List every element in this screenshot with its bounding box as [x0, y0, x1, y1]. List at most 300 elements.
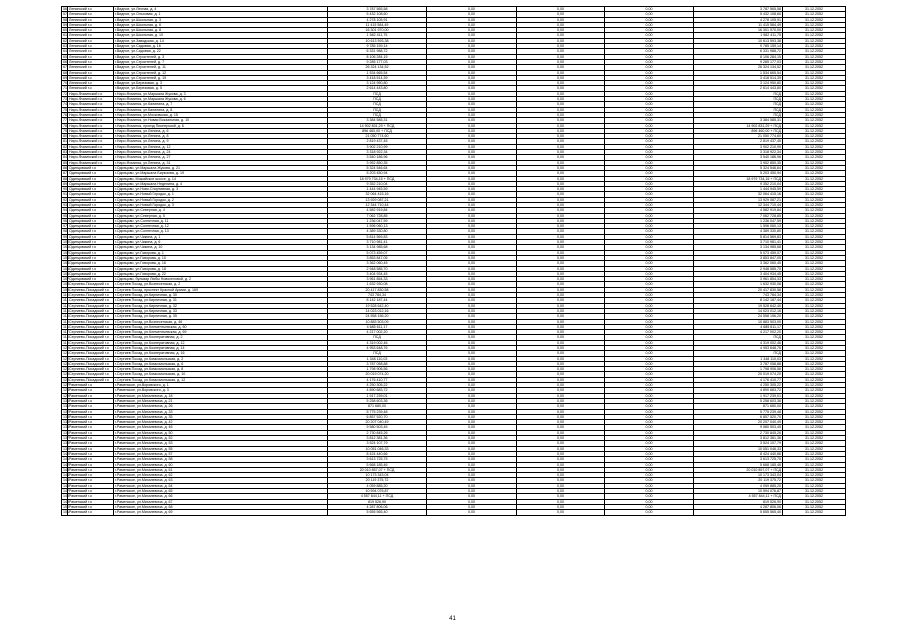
local-funds-cell: 0,00	[605, 208, 694, 213]
municipality-cell: Раменский г.о	[68, 510, 114, 515]
local-funds-cell: 0,00	[605, 176, 694, 181]
address-cell: г.Наро-Фоминск, ул.Ленина, д. 12	[114, 144, 328, 149]
municipality-cell: Одинцовский г.о	[68, 271, 114, 276]
total-cost-cell: 16 301 970,00	[328, 28, 427, 33]
owner-funds-cell: 3 853 847,05	[694, 255, 783, 260]
deadline-cell: 31.12.2052	[783, 250, 846, 255]
regional-funds-cell: 0,00	[517, 436, 605, 441]
federal-funds-cell: 0,00	[427, 7, 517, 12]
owner-funds-cell: ПСД	[694, 351, 783, 356]
address-cell: г.Сергиев Посад, ул.Кирпичная, д. 31	[114, 298, 328, 303]
address-cell: г.Наро-Фоминск, ул.Маршала Жукова, д. 6	[114, 97, 328, 102]
owner-funds-cell: 18 979 734,15 + ПСД	[694, 176, 783, 181]
regional-funds-cell: 0,00	[517, 12, 605, 17]
federal-funds-cell: 0,00	[427, 398, 517, 403]
row-number-cell: 120	[63, 346, 69, 350]
row-number-cell: 58	[63, 17, 67, 22]
local-funds-cell: 0,00	[605, 330, 694, 335]
address-cell: г.Сергиев Посад, ул.Комсомольская, д. 6	[114, 361, 328, 366]
total-cost-cell: 10 173 343,04	[328, 473, 427, 478]
owner-funds-cell: 10 594 076,87	[694, 489, 783, 494]
federal-funds-cell: 0,00	[427, 70, 517, 75]
address-cell: г.Видное, ул.Строителей, д. 11	[114, 65, 328, 70]
owner-funds-cell: 3 318 922,34	[694, 150, 783, 155]
federal-funds-cell: 0,00	[427, 240, 517, 245]
local-funds-cell: 0,00	[605, 441, 694, 446]
federal-funds-cell: 0,00	[427, 250, 517, 255]
municipality-cell: Сергиево-Посадский г.о	[68, 287, 114, 292]
address-cell: г.Видное, ул.Школьная, д. 3	[114, 17, 328, 22]
deadline-cell: 31.12.2052	[783, 70, 846, 75]
owner-funds-cell: 12 344 710,44	[694, 202, 783, 207]
address-cell: г.Раменское, ул.Михалевича, д. 18	[114, 393, 328, 398]
row-number-cell: 65	[63, 54, 67, 59]
total-cost-cell: 7 062 728,85	[328, 213, 427, 218]
total-cost-cell: 1 596 060,13	[328, 224, 427, 229]
owner-funds-cell: 1 798 906,56	[694, 367, 783, 372]
deadline-cell: 31.12.2052	[783, 245, 846, 250]
federal-funds-cell: 0,00	[427, 266, 517, 271]
row-number-cell: 143	[63, 467, 69, 472]
regional-funds-cell: 0,00	[517, 446, 605, 451]
federal-funds-cell: 0,00	[427, 319, 517, 324]
row-number-cell: 124	[63, 367, 69, 372]
local-funds-cell: 0,00	[605, 86, 694, 91]
federal-funds-cell: 0,00	[427, 451, 517, 456]
local-funds-cell: 0,00	[605, 70, 694, 75]
municipality-cell: Сергиево-Посадский г.о	[68, 298, 114, 303]
regional-funds-cell: 0,00	[517, 28, 605, 33]
address-cell: г.Сергиев Посад, ул.Кирпичная, д. 35	[114, 314, 328, 319]
deadline-cell: 31.12.2052	[783, 324, 846, 329]
address-cell: г.Видное, ул.Школьная, д. 6	[114, 22, 328, 27]
regional-funds-cell: 0,00	[517, 33, 605, 38]
deadline-cell: 31.12.2052	[783, 436, 846, 441]
deadline-cell: 31.12.2052	[783, 462, 846, 467]
regional-funds-cell: 0,00	[517, 181, 605, 186]
row-number-cell: 132	[63, 409, 69, 414]
address-cell: г.Видное, ул.Березовая, д. 5	[114, 86, 328, 91]
local-funds-cell: 0,00	[605, 187, 694, 192]
total-cost-cell: 20 207 040,49	[328, 420, 427, 425]
regional-funds-cell: 0,00	[517, 255, 605, 260]
owner-funds-cell: 871 680,00	[694, 404, 783, 409]
deadline-cell: 31.12.2052	[783, 150, 846, 155]
row-number-cell: 119	[63, 340, 69, 345]
total-cost-cell: 4 217 002,20	[328, 330, 427, 335]
local-funds-cell: 0,00	[605, 155, 694, 160]
municipality-cell: Ленинский г.о	[68, 54, 114, 59]
owner-funds-cell: 4 319 002,46	[694, 340, 783, 345]
address-cell: г.Сергиев Посад, проспект Красной Армии, д. 169	[114, 287, 328, 292]
address-cell: г.Раменское, ул.Михалевича, д. 35	[114, 414, 328, 419]
address-cell: г.Сергиев Посад, ул.Вознесенская, д. 2	[114, 282, 328, 287]
municipality-cell: Сергиево-Посадский г.о	[68, 303, 114, 308]
total-cost-cell: 5 655 565,40	[328, 510, 427, 515]
owner-funds-cell: 1 917 239,01	[694, 393, 783, 398]
municipality-cell: Раменский г.о	[68, 414, 114, 419]
deadline-cell: 31.12.2052	[783, 271, 846, 276]
total-cost-cell: ПСД	[328, 91, 427, 96]
owner-funds-cell: 10 883 503,09	[694, 319, 783, 324]
deadline-cell: 31.12.2052	[783, 229, 846, 234]
federal-funds-cell: 0,00	[427, 499, 517, 504]
total-cost-cell: 743 784,34	[328, 293, 427, 298]
owner-funds-cell: 819 526,90	[694, 499, 783, 504]
total-cost-cell: 5 432 108,60	[328, 12, 427, 17]
federal-funds-cell: 0,00	[427, 420, 517, 425]
total-cost-cell: 10 613 593,38	[328, 38, 427, 43]
total-cost-cell: 4 582 919,84	[328, 208, 427, 213]
local-funds-cell: 0,00	[605, 234, 694, 239]
address-cell: г.Наро-Фоминск, ул.Ленина, д. 27	[114, 155, 328, 160]
federal-funds-cell: 0,00	[427, 489, 517, 494]
local-funds-cell: 0,00	[605, 202, 694, 207]
address-cell: г.Раменское, ул.Воровского, д. 1	[114, 383, 328, 388]
total-cost-cell: ПСД	[328, 112, 427, 117]
municipality-cell: Сергиево-Посадский г.о	[68, 324, 114, 329]
row-number-cell: 145	[63, 478, 69, 483]
row-number-cell: 70	[63, 81, 67, 86]
regional-funds-cell: 0,00	[517, 155, 605, 160]
municipality-cell: Ленинский г.о	[68, 17, 114, 22]
deadline-cell: 31.12.2052	[783, 489, 846, 494]
federal-funds-cell: 0,00	[427, 118, 517, 123]
municipality-cell: Одинцовский г.о	[68, 165, 114, 170]
local-funds-cell: 0,00	[605, 250, 694, 255]
owner-funds-cell: 8 142 187,44	[694, 298, 783, 303]
local-funds-cell: 0,00	[605, 499, 694, 504]
owner-funds-cell: 5 073 459,07	[694, 250, 783, 255]
federal-funds-cell: 0,00	[427, 478, 517, 483]
owner-funds-cell: 32 064 415,16	[694, 192, 783, 197]
federal-funds-cell: 0,00	[427, 436, 517, 441]
municipality-cell: Раменский г.о	[68, 473, 114, 478]
regional-funds-cell: 0,00	[517, 165, 605, 170]
total-cost-cell: 5 258 603,36	[328, 398, 427, 403]
row-number-cell: 147	[63, 489, 69, 494]
owner-funds-cell: 3 787 058,88	[694, 361, 783, 366]
address-cell: г.Одинцово, ул.Северная, д. 5	[114, 213, 328, 218]
local-funds-cell: 0,00	[605, 462, 694, 467]
federal-funds-cell: 0,00	[427, 314, 517, 319]
row-number-cell: 79	[63, 128, 67, 133]
local-funds-cell: 0,00	[605, 446, 694, 451]
owner-funds-cell: 3 787 565,58	[694, 7, 783, 12]
municipality-cell: Наро-Фоминский г.о	[68, 118, 114, 123]
row-number-cell: 102	[63, 250, 69, 255]
deadline-cell: 31.12.2052	[783, 383, 846, 388]
deadline-cell: 31.12.2052	[783, 319, 846, 324]
municipality-cell: Сергиево-Посадский г.о	[68, 293, 114, 298]
federal-funds-cell: 0,00	[427, 457, 517, 462]
regional-funds-cell: 0,00	[517, 118, 605, 123]
address-cell: г.Наро-Фоминск, ул.Маршала Жукова, д. 3	[114, 91, 328, 96]
total-cost-cell: 4 953 648,76	[328, 346, 427, 351]
deadline-cell: 31.12.2052	[783, 457, 846, 462]
local-funds-cell: 0,00	[605, 97, 694, 102]
owner-funds-cell: 3 613 725,75	[694, 457, 783, 462]
row-number-cell: 126	[63, 377, 69, 382]
address-cell: г.Раменское, ул.Михалевича, д. 53	[114, 441, 328, 446]
address-cell: г.Раменское, ул.Михалевича, д. 64	[114, 483, 328, 488]
total-cost-cell: 1 444 945,59	[328, 187, 427, 192]
total-cost-cell: ПСД	[328, 351, 427, 356]
row-number-cell: 130	[63, 398, 69, 403]
local-funds-cell: 0,00	[605, 17, 694, 22]
regional-funds-cell: 0,00	[517, 250, 605, 255]
address-cell: г.Раменское, ул.Михалевича, д. 52	[114, 436, 328, 441]
deadline-cell: 31.12.2052	[783, 7, 846, 12]
owner-funds-cell: 3 710 981,41	[694, 240, 783, 245]
address-cell: г.Раменское, ул.Михалевича, д. 55	[114, 446, 328, 451]
federal-funds-cell: 0,00	[427, 81, 517, 86]
local-funds-cell: 0,00	[605, 118, 694, 123]
address-cell: г.Одинцово, ул.Чикина, д. 6	[114, 240, 328, 245]
row-number-cell: 127	[63, 383, 69, 388]
federal-funds-cell: 0,00	[427, 383, 517, 388]
owner-funds-cell: 5 655 565,40	[694, 510, 783, 515]
deadline-cell: 31.12.2052	[783, 425, 846, 430]
local-funds-cell: 0,00	[605, 457, 694, 462]
regional-funds-cell: 0,00	[517, 234, 605, 239]
municipality-cell: Сергиево-Посадский г.о	[68, 308, 114, 313]
municipality-cell: Раменский г.о	[68, 467, 114, 472]
local-funds-cell: 0,00	[605, 240, 694, 245]
municipality-cell: Наро-Фоминский г.о	[68, 128, 114, 133]
municipality-cell: Раменский г.о	[68, 504, 114, 509]
regional-funds-cell: 0,00	[517, 441, 605, 446]
local-funds-cell: 0,00	[605, 314, 694, 319]
federal-funds-cell: 0,00	[427, 293, 517, 298]
address-cell: г.Одинцово, ул.Маршала Жукова, д. 21	[114, 165, 328, 170]
row-number-cell: 138	[63, 441, 69, 446]
municipality-cell: Сергиево-Посадский г.о	[68, 367, 114, 372]
row-number-cell: 112	[63, 303, 69, 308]
regional-funds-cell: 0,00	[517, 483, 605, 488]
municipality-cell: Ленинский г.о	[68, 59, 114, 64]
local-funds-cell: 0,00	[605, 33, 694, 38]
regional-funds-cell: 0,00	[517, 187, 605, 192]
address-cell: г.Наро-Фоминск, проезд Пионерский, д. 6	[114, 123, 328, 128]
local-funds-cell: 0,00	[605, 361, 694, 366]
federal-funds-cell: 0,00	[427, 192, 517, 197]
address-cell: г.Раменское, ул.Михалевича, д. 68	[114, 504, 328, 509]
owner-funds-cell: 3 961 854,33	[694, 277, 783, 282]
municipality-cell: Наро-Фоминский г.о	[68, 102, 114, 107]
municipality-cell: Наро-Фоминский г.о	[68, 112, 114, 117]
address-cell: г.Наро-Фоминск, ул.Ленина, д. 24	[114, 150, 328, 155]
local-funds-cell: 0,00	[605, 478, 694, 483]
owner-funds-cell: 10 051 046,33	[694, 446, 783, 451]
row-number-cell: 103	[63, 255, 69, 260]
regional-funds-cell: 0,00	[517, 150, 605, 155]
deadline-cell: 31.12.2052	[783, 28, 846, 33]
deadline-cell: 31.12.2052	[783, 393, 846, 398]
owner-funds-cell: 20 417 830,58	[694, 287, 783, 292]
owner-funds-cell: 1 632 930,08	[694, 282, 783, 287]
local-funds-cell: 0,00	[605, 59, 694, 64]
regional-funds-cell: 0,00	[517, 335, 605, 340]
total-cost-cell: 1 917 239,01	[328, 393, 427, 398]
deadline-cell: 31.12.2052	[783, 430, 846, 435]
owner-funds-cell: 3 540 186,96	[694, 155, 783, 160]
local-funds-cell: 0,00	[605, 346, 694, 351]
row-number-cell: 67	[63, 65, 67, 70]
deadline-cell: 31.12.2052	[783, 420, 846, 425]
federal-funds-cell: 0,00	[427, 150, 517, 155]
municipality-cell: Одинцовский г.о	[68, 250, 114, 255]
regional-funds-cell: 0,00	[517, 107, 605, 112]
federal-funds-cell: 0,00	[427, 473, 517, 478]
federal-funds-cell: 0,00	[427, 377, 517, 382]
regional-funds-cell: 0,00	[517, 128, 605, 133]
owner-funds-cell: 896 460,00 + ПСД	[694, 128, 783, 133]
regional-funds-cell: 0,00	[517, 102, 605, 107]
total-cost-cell: 20 417 830,58	[328, 287, 427, 292]
address-cell: г.Видное, ул.Ольховая, д. 1	[114, 12, 328, 17]
row-number-cell: 104	[63, 261, 69, 266]
regional-funds-cell: 0,00	[517, 91, 605, 96]
local-funds-cell: 0,00	[605, 38, 694, 43]
federal-funds-cell: 0,00	[427, 165, 517, 170]
row-number-cell: 91	[63, 192, 67, 197]
row-number-cell: 133	[63, 414, 69, 419]
row-number-cell: 77	[63, 118, 67, 123]
municipality-cell: Одинцовский г.о	[68, 277, 114, 282]
total-cost-cell: 5 668 185,46	[328, 462, 427, 467]
municipality-cell: Сергиево-Посадский г.о	[68, 335, 114, 340]
total-cost-cell: 3 710 981,41	[328, 240, 427, 245]
regional-funds-cell: 0,00	[517, 139, 605, 144]
regional-funds-cell: 0,00	[517, 430, 605, 435]
total-cost-cell: 1 798 906,56	[328, 367, 427, 372]
federal-funds-cell: 0,00	[427, 155, 517, 160]
local-funds-cell: 0,00	[605, 165, 694, 170]
row-number-cell: 69	[63, 75, 67, 80]
owner-funds-cell: 3 362 060,45	[694, 261, 783, 266]
deadline-cell: 31.12.2052	[783, 112, 846, 117]
address-cell: г.Наро-Фоминск, ул.Ленина, д. 31	[114, 160, 328, 165]
municipality-cell: Сергиево-Посадский г.о	[68, 351, 114, 356]
address-cell: г.Раменское, ул.Михалевича, д. 46	[114, 425, 328, 430]
federal-funds-cell: 0,00	[427, 171, 517, 176]
row-number-cell: 81	[63, 139, 67, 144]
deadline-cell: 31.12.2052	[783, 65, 846, 70]
local-funds-cell: 0,00	[605, 81, 694, 86]
row-number-cell: 74	[63, 102, 67, 107]
municipality-cell: Одинцовский г.о	[68, 181, 114, 186]
address-cell: г.Сергиев Посад, ул.Комсомольская, д. 8	[114, 367, 328, 372]
address-cell: г.Одинцово, ул.Новый Городок, д. 1	[114, 192, 328, 197]
municipality-cell: Раменский г.о	[68, 425, 114, 430]
total-cost-cell: 819 526,90	[328, 499, 427, 504]
local-funds-cell: 0,00	[605, 340, 694, 345]
deadline-cell: 31.12.2052	[783, 330, 846, 335]
federal-funds-cell: 0,00	[427, 65, 517, 70]
local-funds-cell: 0,00	[605, 197, 694, 202]
total-cost-cell: 4 287 806,06	[328, 504, 427, 509]
local-funds-cell: 0,00	[605, 28, 694, 33]
owner-funds-cell: 16 301 970,00	[694, 28, 783, 33]
federal-funds-cell: 0,00	[427, 483, 517, 488]
owner-funds-cell: 4 287 806,06	[694, 504, 783, 509]
federal-funds-cell: 0,00	[427, 123, 517, 128]
municipality-cell: Раменский г.о	[68, 457, 114, 462]
local-funds-cell: 0,00	[605, 335, 694, 340]
address-cell: г.Видное, ул.Школьная, д. 8	[114, 28, 328, 33]
municipality-cell: Ленинский г.о	[68, 7, 114, 12]
regional-funds-cell: 0,00	[517, 144, 605, 149]
owner-funds-cell: 21 050 774,60	[694, 134, 783, 139]
local-funds-cell: 0,00	[605, 398, 694, 403]
federal-funds-cell: 0,00	[427, 134, 517, 139]
total-cost-cell: 3 540 186,96	[328, 155, 427, 160]
row-number-cell: 93	[63, 202, 67, 207]
row-number-cell: 89	[63, 181, 67, 186]
municipality-cell: Ленинский г.о	[68, 49, 114, 54]
total-cost-cell: 19 528 642,40	[328, 303, 427, 308]
local-funds-cell: 0,00	[605, 112, 694, 117]
address-cell: г.Одинцово, Можайское шоссе, д. 14	[114, 176, 328, 181]
total-cost-cell: 1 582 411,75	[328, 33, 427, 38]
deadline-cell: 31.12.2052	[783, 123, 846, 128]
local-funds-cell: 0,00	[605, 420, 694, 425]
address-cell: г.Наро-Фоминск, ул.Ленина, д. 9	[114, 139, 328, 144]
address-cell: г.Одинцово, ул.Маршала Бирюзова, д. 19	[114, 171, 328, 176]
address-cell: г.Одинцово, ул.Солнечная, д. 11	[114, 218, 328, 223]
owner-funds-cell: 20 019 074,20	[694, 372, 783, 377]
federal-funds-cell: 0,00	[427, 144, 517, 149]
regional-funds-cell: 0,00	[517, 308, 605, 313]
regional-funds-cell: 0,00	[517, 208, 605, 213]
total-cost-cell: 1 348 110,03	[328, 356, 427, 361]
federal-funds-cell: 0,00	[427, 128, 517, 133]
owner-funds-cell: 5 324 546,64	[694, 165, 783, 170]
regional-funds-cell: 0,00	[517, 404, 605, 409]
federal-funds-cell: 0,00	[427, 245, 517, 250]
row-number-cell: 83	[63, 150, 67, 155]
total-cost-cell: 4 557 844,11 + ПСД	[328, 494, 427, 499]
regional-funds-cell: 0,00	[517, 298, 605, 303]
municipality-cell: Раменский г.о	[68, 441, 114, 446]
municipality-cell: Одинцовский г.о	[68, 245, 114, 250]
regional-funds-cell: 0,00	[517, 478, 605, 483]
federal-funds-cell: 0,00	[427, 187, 517, 192]
federal-funds-cell: 0,00	[427, 361, 517, 366]
row-number-cell: 110	[63, 293, 69, 298]
deadline-cell: 31.12.2052	[783, 293, 846, 298]
deadline-cell: 31.12.2052	[783, 261, 846, 266]
local-funds-cell: 0,00	[605, 356, 694, 361]
address-cell: г.Наро-Фоминск, ул.Ленина, д. 8	[114, 134, 328, 139]
federal-funds-cell: 0,00	[427, 388, 517, 393]
local-funds-cell: 0,00	[605, 128, 694, 133]
total-cost-cell: 4 389 330,80	[328, 229, 427, 234]
federal-funds-cell: 0,00	[427, 330, 517, 335]
address-cell: г.Наро-Фоминск, ул.Московская, д. 15	[114, 112, 328, 117]
local-funds-cell: 0,00	[605, 467, 694, 472]
address-cell: г.Видное, ул.Березовая, д. 3	[114, 81, 328, 86]
owner-funds-cell: 3 952 850,35	[694, 160, 783, 165]
regional-funds-cell: 0,00	[517, 229, 605, 234]
row-number-cell: 106	[63, 271, 69, 276]
federal-funds-cell: 0,00	[427, 38, 517, 43]
local-funds-cell: 0,00	[605, 383, 694, 388]
owner-funds-cell: 3 134 985,68	[694, 245, 783, 250]
funding-table	[61, 6, 846, 516]
municipality-cell: Ленинский г.о	[68, 70, 114, 75]
